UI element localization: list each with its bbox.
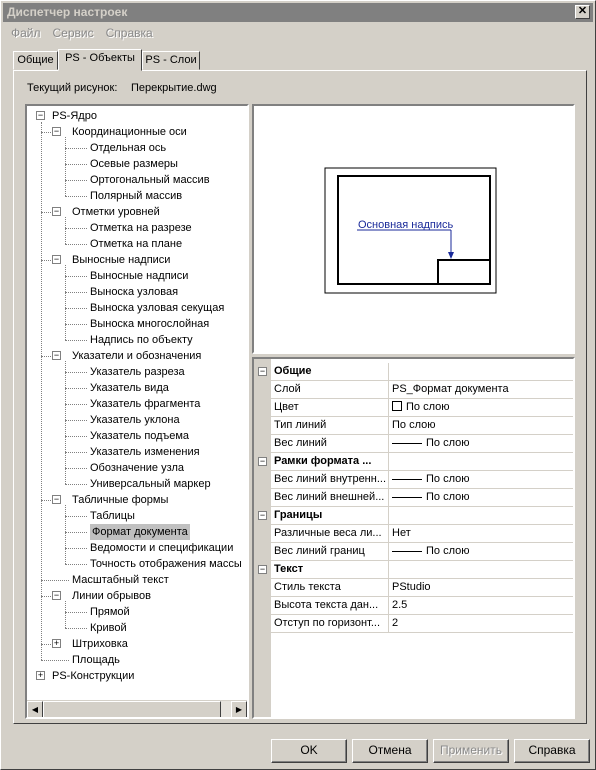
property-name: Отступ по горизонт... xyxy=(274,617,381,629)
property-name: Тип линий xyxy=(274,419,327,431)
menu-file[interactable]: Файл xyxy=(11,26,41,40)
window-title: Диспетчер настроек xyxy=(7,5,128,19)
tree-connector xyxy=(65,388,87,389)
arrow-down-icon xyxy=(448,252,454,259)
column-separator xyxy=(388,435,389,453)
property-value-text: PS_Формат документа xyxy=(392,383,509,395)
tree-item[interactable]: Штриховка xyxy=(72,638,128,650)
property-value-text: PStudio xyxy=(392,581,431,593)
lineweight-sample-icon xyxy=(392,497,422,498)
property-group[interactable] xyxy=(254,363,573,381)
column-separator xyxy=(388,381,389,399)
tree-item[interactable]: Выноска узловая секущая xyxy=(90,302,225,314)
property-name: Цвет xyxy=(274,401,299,413)
menu-help[interactable]: Справка xyxy=(105,26,153,40)
tree-connector xyxy=(65,516,87,517)
tree-connector xyxy=(65,292,87,293)
tree-connector xyxy=(65,484,87,485)
lineweight-sample-icon xyxy=(392,479,422,480)
tree-connector xyxy=(65,628,87,629)
tab-ps-objects[interactable]: PS - Объекты xyxy=(58,49,142,71)
property-value-text: По слою xyxy=(406,401,450,413)
tree-connector xyxy=(41,580,69,581)
property-name: Стиль текста xyxy=(274,581,341,593)
tree-connector xyxy=(65,340,87,341)
expand-icon[interactable]: + xyxy=(37,670,44,680)
tree-connector xyxy=(65,420,87,421)
tree-connector xyxy=(65,612,87,613)
tree-item[interactable]: PS-Ядро xyxy=(52,110,97,122)
property-value[interactable] xyxy=(392,579,431,596)
object-tree[interactable] xyxy=(25,104,249,719)
property-name: Вес линий внутренн... xyxy=(274,473,386,485)
tree-item[interactable]: Указатель уклона xyxy=(90,414,180,426)
tree-item[interactable]: PS-Конструкции xyxy=(52,670,135,682)
property-name: Высота текста дан... xyxy=(274,599,379,611)
property-value-text: По слою xyxy=(426,545,470,557)
property-value-text: Нет xyxy=(392,527,411,539)
property-row[interactable] xyxy=(254,417,573,435)
property-row[interactable] xyxy=(254,489,573,507)
property-row[interactable] xyxy=(254,543,573,561)
tree-connector xyxy=(65,308,87,309)
tree-item[interactable]: Табличные формы xyxy=(72,494,169,506)
collapse-icon[interactable]: − xyxy=(259,366,266,376)
property-row[interactable] xyxy=(254,471,573,489)
property-row[interactable] xyxy=(254,597,573,615)
tree-item[interactable]: Ортогональный массив xyxy=(90,174,210,186)
tree-item[interactable]: Указатель фрагмента xyxy=(90,398,201,410)
property-group[interactable] xyxy=(254,507,573,525)
tree-item[interactable]: Точность отображения массы xyxy=(90,558,242,570)
tree-item[interactable]: Отметка на плане xyxy=(90,238,183,250)
tree-connector xyxy=(65,548,87,549)
group-label: Общие xyxy=(274,365,312,377)
tree-item[interactable]: Надпись по объекту xyxy=(90,334,193,346)
tree-item[interactable]: Выноска многослойная xyxy=(90,318,210,330)
tree-connector xyxy=(65,228,87,229)
preview-label: Основная надпись xyxy=(358,219,454,231)
column-separator xyxy=(388,579,389,597)
column-separator xyxy=(388,489,389,507)
tree-item[interactable]: Указатель разреза xyxy=(90,366,185,378)
collapse-icon[interactable]: − xyxy=(53,350,60,360)
property-value[interactable] xyxy=(392,597,407,614)
horizontal-scrollbar[interactable] xyxy=(27,700,247,717)
column-separator xyxy=(388,417,389,435)
property-value[interactable] xyxy=(392,489,470,506)
property-value[interactable] xyxy=(392,435,470,452)
property-row[interactable] xyxy=(254,381,573,399)
tree-item[interactable]: Ведомости и спецификации xyxy=(90,542,234,554)
group-label: Границы xyxy=(274,509,323,521)
help-button[interactable]: Справка xyxy=(514,739,590,763)
property-value-text: По слою xyxy=(392,419,436,431)
tab-general[interactable]: Общие xyxy=(13,51,58,70)
tree-item[interactable]: Таблицы xyxy=(90,510,135,522)
group-label: Рамки формата ... xyxy=(274,455,372,467)
property-row[interactable] xyxy=(254,525,573,543)
tab-ps-layers[interactable]: PS - Слои xyxy=(142,51,200,70)
collapse-icon[interactable]: − xyxy=(259,564,266,574)
collapse-icon[interactable]: − xyxy=(53,494,60,504)
tree-item[interactable]: Масштабный текст xyxy=(72,574,169,586)
column-separator xyxy=(388,561,389,579)
arrow-right-icon: ▶ xyxy=(235,705,243,714)
property-name: Слой xyxy=(274,383,301,395)
lineweight-sample-icon xyxy=(392,443,422,444)
column-separator xyxy=(388,615,389,633)
property-value[interactable] xyxy=(392,399,450,416)
tree-connector xyxy=(65,217,66,244)
title-bar xyxy=(3,3,593,22)
property-row[interactable] xyxy=(254,399,573,417)
column-separator xyxy=(388,471,389,489)
tree-item[interactable]: Универсальный маркер xyxy=(90,478,211,490)
property-group[interactable] xyxy=(254,561,573,579)
tree-item[interactable]: Прямой xyxy=(90,606,130,618)
tree-item[interactable]: Указатель вида xyxy=(90,382,169,394)
tree-connector xyxy=(65,564,87,565)
collapse-icon[interactable]: − xyxy=(53,206,60,216)
ok-button[interactable]: OK xyxy=(271,739,347,763)
group-label: Текст xyxy=(274,563,304,575)
property-value[interactable] xyxy=(392,381,509,398)
format-preview-drawing xyxy=(254,106,573,352)
tree-item[interactable]: Полярный массив xyxy=(90,190,183,202)
scroll-thumb[interactable] xyxy=(43,701,221,718)
column-separator xyxy=(388,363,389,381)
tree-connector xyxy=(65,468,87,469)
property-value[interactable] xyxy=(392,471,470,488)
property-row[interactable] xyxy=(254,579,573,597)
preview-pane xyxy=(252,104,575,354)
property-group[interactable] xyxy=(254,453,573,471)
tree-item[interactable]: Осевые размеры xyxy=(90,158,178,170)
tree-connector xyxy=(65,452,87,453)
column-separator xyxy=(388,543,389,561)
tree-item[interactable]: Отметки уровней xyxy=(72,206,160,218)
menu-bar xyxy=(5,24,159,42)
column-separator xyxy=(388,597,389,615)
tree-connector xyxy=(65,361,66,484)
tree-connector xyxy=(65,505,66,564)
tree-item[interactable]: Отдельная ось xyxy=(90,142,167,154)
scroll-left-button[interactable] xyxy=(27,701,43,718)
collapse-icon[interactable]: − xyxy=(53,590,60,600)
tree-item[interactable]: Указатели и обозначения xyxy=(72,350,202,362)
tree-item[interactable]: Кривой xyxy=(90,622,127,634)
current-drawing-label: Текущий рисунок: xyxy=(27,82,118,94)
column-separator xyxy=(388,399,389,417)
tree-item[interactable]: Координационные оси xyxy=(72,126,187,138)
collapse-icon[interactable]: − xyxy=(37,110,44,120)
tree-connector xyxy=(65,276,87,277)
tree-connector xyxy=(65,244,87,245)
tree-content xyxy=(27,106,247,698)
tree-connector xyxy=(41,122,42,660)
tree-connector xyxy=(65,601,66,628)
cancel-button[interactable]: Отмена xyxy=(352,739,428,763)
tree-item-selected[interactable]: Формат документа xyxy=(92,526,188,538)
property-name: Вес линий границ xyxy=(274,545,365,557)
tree-connector xyxy=(65,196,87,197)
tree-item[interactable]: Отметка на разрезе xyxy=(90,222,192,234)
tree-connector xyxy=(65,180,87,181)
property-value[interactable] xyxy=(392,525,411,542)
tree-connector xyxy=(65,372,87,373)
tree-connector xyxy=(65,137,66,196)
property-value-text: По слою xyxy=(426,473,470,485)
tree-item[interactable]: Выносные надписи xyxy=(90,270,189,282)
close-icon: ✕ xyxy=(577,5,588,17)
collapse-icon[interactable]: − xyxy=(53,126,60,136)
property-value[interactable] xyxy=(392,543,470,560)
tree-item[interactable]: Выносные надписи xyxy=(72,254,171,266)
color-swatch-icon xyxy=(392,401,402,411)
property-row[interactable] xyxy=(254,615,573,633)
property-value[interactable] xyxy=(392,615,398,632)
property-value-text: 2 xyxy=(392,617,399,629)
current-drawing-value: Перекрытие.dwg xyxy=(131,82,217,94)
tree-item[interactable]: Указатель изменения xyxy=(90,446,200,458)
tree-connector xyxy=(65,148,87,149)
tree-item[interactable]: Площадь xyxy=(72,654,120,666)
apply-button[interactable]: Применить xyxy=(433,739,509,763)
tree-item[interactable]: Указатель подъема xyxy=(90,430,190,442)
column-separator xyxy=(388,507,389,525)
property-grid[interactable] xyxy=(252,357,575,719)
property-value-text: По слою xyxy=(426,491,470,503)
tree-item[interactable]: Линии обрывов xyxy=(72,590,151,602)
tree-connector xyxy=(65,164,87,165)
close-button[interactable] xyxy=(575,5,590,19)
property-name: Различные веса ли... xyxy=(274,527,382,539)
collapse-icon[interactable]: − xyxy=(259,456,266,466)
property-row[interactable] xyxy=(254,435,573,453)
column-separator xyxy=(388,453,389,471)
collapse-icon[interactable]: − xyxy=(53,254,60,264)
property-value-text: По слою xyxy=(426,437,470,449)
collapse-icon[interactable]: − xyxy=(259,510,266,520)
tree-item[interactable]: Выноска узловая xyxy=(90,286,179,298)
tree-connector xyxy=(65,265,66,340)
tree-connector xyxy=(65,436,87,437)
property-value-text: 2.5 xyxy=(392,599,408,611)
title-block-box xyxy=(438,260,490,284)
arrow-left-icon: ◀ xyxy=(31,705,39,714)
property-value[interactable] xyxy=(392,417,436,434)
tree-connector xyxy=(65,324,87,325)
tree-connector xyxy=(65,404,87,405)
scroll-right-button[interactable] xyxy=(231,701,247,718)
tree-connector xyxy=(65,532,87,533)
tree-connector xyxy=(41,660,69,661)
property-name: Вес линий внешней... xyxy=(274,491,385,503)
menu-service[interactable]: Сервис xyxy=(52,26,94,40)
lineweight-sample-icon xyxy=(392,551,422,552)
column-separator xyxy=(388,525,389,543)
expand-icon[interactable]: + xyxy=(53,638,60,648)
property-name: Вес линий xyxy=(274,437,327,449)
tree-item[interactable]: Обозначение узла xyxy=(90,462,185,474)
